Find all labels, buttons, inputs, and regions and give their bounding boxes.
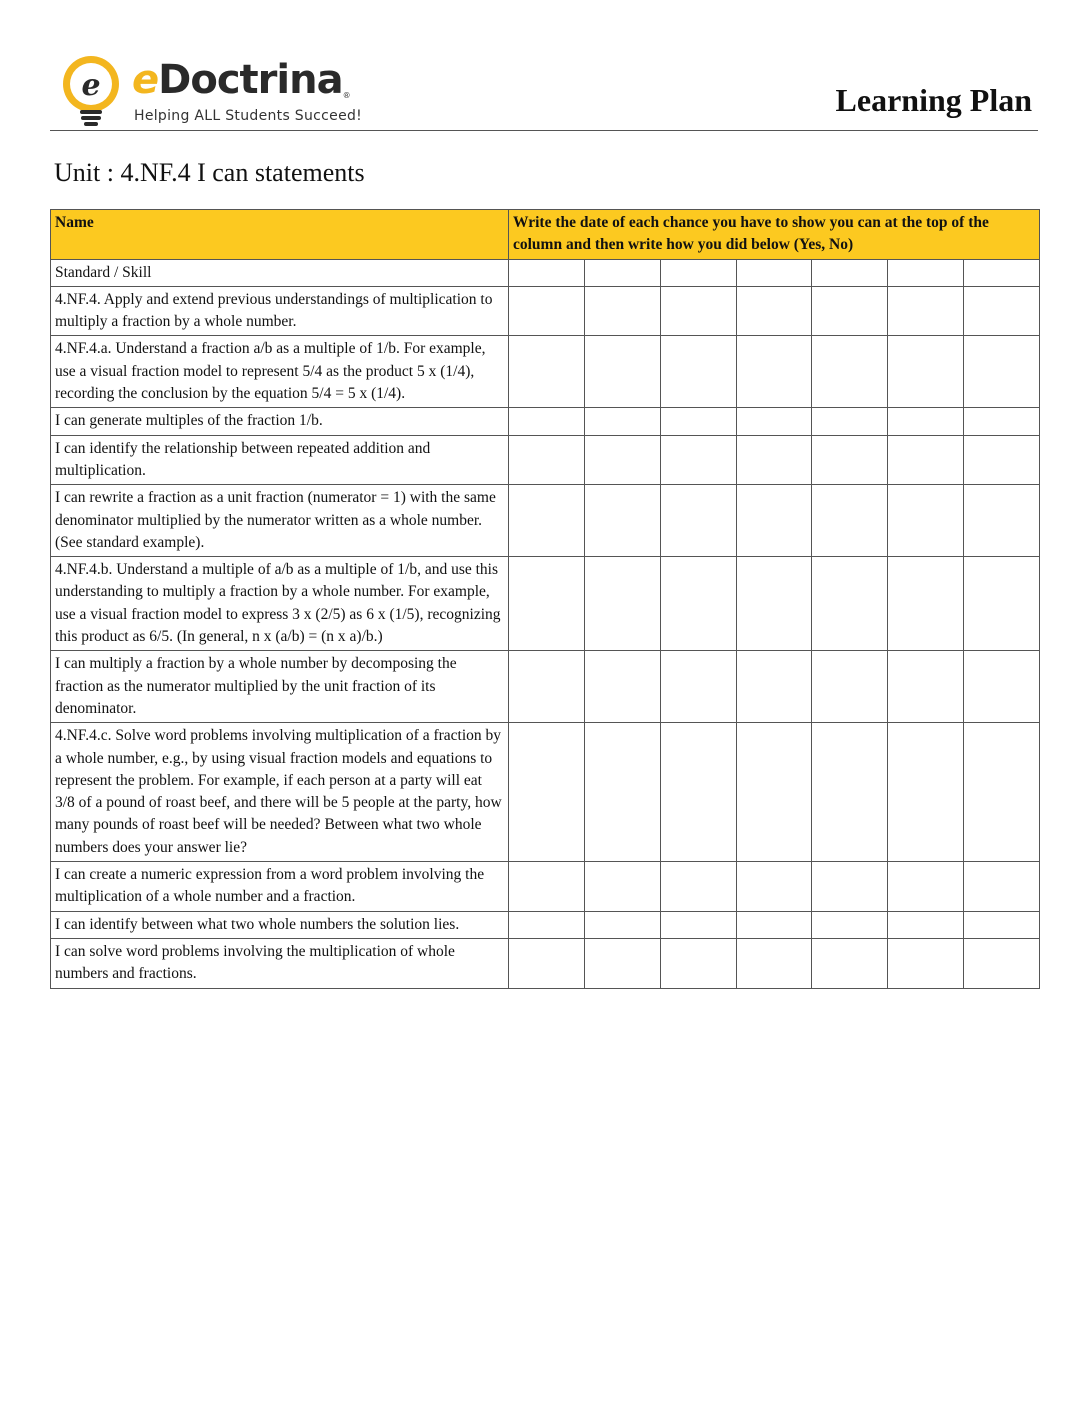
result-entry-cell[interactable] [812,862,888,912]
result-entry-cell[interactable] [812,557,888,651]
result-entry-cell[interactable] [584,485,660,557]
table-row [51,911,1040,938]
result-entry-cell[interactable] [584,557,660,651]
result-entry-cell[interactable] [660,557,736,651]
date-entry-cell[interactable] [964,259,1040,286]
result-entry-cell[interactable] [736,557,812,651]
edoctrina-logo [54,52,374,128]
brand-rest: Doctrina [158,57,343,103]
result-entry-cell[interactable] [736,938,812,988]
result-entry-cell[interactable] [888,336,964,408]
table-row [51,485,1040,557]
result-entry-cell[interactable] [509,938,585,988]
result-entry-cell[interactable] [736,723,812,862]
table-row [51,651,1040,723]
brand-tagline: Helping ALL Students Succeed! [134,108,363,124]
result-entry-cell[interactable] [509,862,585,912]
result-entry-cell[interactable] [584,408,660,435]
result-entry-cell[interactable] [812,435,888,485]
skill-statement: 4.NF.4. Apply and extend previous understandings of multiplication to multiply a fraction by a whole number. [51,286,509,336]
result-entry-cell[interactable] [888,557,964,651]
result-entry-cell[interactable] [660,286,736,336]
result-entry-cell[interactable] [509,485,585,557]
date-entry-cell[interactable] [509,259,585,286]
result-entry-cell[interactable] [736,435,812,485]
date-entry-cell[interactable] [660,259,736,286]
unit-title: Unit : 4.NF.4 I can statements [54,158,365,187]
result-entry-cell[interactable] [964,485,1040,557]
table-header-row [51,210,1040,260]
standard-skill-label: Standard / Skill [51,259,509,286]
result-entry-cell[interactable] [736,862,812,912]
skill-statement: I can create a numeric expression from a word problem involving the multiplication of a whole number and a fraction. [51,862,509,912]
result-entry-cell[interactable] [812,651,888,723]
result-entry-cell[interactable] [584,938,660,988]
result-entry-cell[interactable] [660,435,736,485]
skill-statement: 4.NF.4.a. Understand a fraction a/b as a multiple of 1/b. For example, use a visual fraction model to represent 5/4 as the product 5 x (1/4), recording the conclusion by the equation 5/4 = 5 x (1/4). [51,336,509,408]
result-entry-cell[interactable] [584,862,660,912]
result-entry-cell[interactable] [964,723,1040,862]
document-title: Learning Plan [835,82,1032,118]
learning-plan-table [50,209,1040,989]
result-entry-cell[interactable] [660,862,736,912]
date-entry-cell[interactable] [812,259,888,286]
result-entry-cell[interactable] [888,286,964,336]
lightbulb-icon [54,52,128,128]
result-entry-cell[interactable] [812,911,888,938]
result-entry-cell[interactable] [888,435,964,485]
skill-statement: I can identify the relationship between repeated addition and multiplication. [51,435,509,485]
table-row [51,723,1040,862]
result-entry-cell[interactable] [964,408,1040,435]
result-entry-cell[interactable] [964,911,1040,938]
result-entry-cell[interactable] [812,286,888,336]
result-entry-cell[interactable] [964,862,1040,912]
result-entry-cell[interactable] [660,651,736,723]
result-entry-cell[interactable] [964,336,1040,408]
result-entry-cell[interactable] [888,938,964,988]
result-entry-cell[interactable] [888,485,964,557]
brand-e: e [132,57,159,103]
result-entry-cell[interactable] [509,557,585,651]
instructions-header: Write the date of each chance you have to show you can at the top of the column and then write how you did below (Yes, No) [509,210,1040,260]
table-row [51,862,1040,912]
result-entry-cell[interactable] [509,723,585,862]
result-entry-cell[interactable] [964,557,1040,651]
result-entry-cell[interactable] [888,651,964,723]
result-entry-cell[interactable] [509,651,585,723]
result-entry-cell[interactable] [509,435,585,485]
result-entry-cell[interactable] [660,938,736,988]
result-entry-cell[interactable] [584,723,660,862]
result-entry-cell[interactable] [736,336,812,408]
skill-statement: 4.NF.4.c. Solve word problems involving multiplication of a fraction by a whole number, e.g., by using visual fraction models and equations to represent the problem. For example, if each person at a party will eat 3/8 of a pound of roast beef, and there will be 5 people at the party, how many pounds of roast beef will be needed? Between what two whole numbers does your answer lie? [51,723,509,862]
result-entry-cell[interactable] [812,408,888,435]
result-entry-cell[interactable] [584,651,660,723]
result-entry-cell[interactable] [964,435,1040,485]
table-row [51,286,1040,336]
result-entry-cell[interactable] [660,485,736,557]
result-entry-cell[interactable] [660,911,736,938]
table-row [51,938,1040,988]
result-entry-cell[interactable] [888,862,964,912]
table-row [51,435,1040,485]
name-header: Name [51,210,509,260]
result-entry-cell[interactable] [736,408,812,435]
skill-statement: I can solve word problems involving the multiplication of whole numbers and fractions. [51,938,509,988]
table-row [51,408,1040,435]
skill-statement: I can rewrite a fraction as a unit fraction (numerator = 1) with the same denominator multiplied by the numerator written as a whole number. (See standard example). [51,485,509,557]
result-entry-cell[interactable] [660,408,736,435]
result-entry-cell[interactable] [736,651,812,723]
result-entry-cell[interactable] [888,408,964,435]
result-entry-cell[interactable] [888,911,964,938]
result-entry-cell[interactable] [509,336,585,408]
table-row [51,259,1040,286]
skill-statement: 4.NF.4.b. Understand a multiple of a/b as a multiple of 1/b, and use this understanding to multiply a fraction by a whole number. For example, use a visual fraction model to express 3 x (2/5) as 6 x (1/5), recognizing this product as 6/5. (In general, n x (a/b) = (n x a)/b.) [51,557,509,651]
result-entry-cell[interactable] [509,911,585,938]
result-entry-cell[interactable] [812,938,888,988]
result-entry-cell[interactable] [660,723,736,862]
result-entry-cell[interactable] [509,408,585,435]
date-entry-cell[interactable] [584,259,660,286]
result-entry-cell[interactable] [964,938,1040,988]
result-entry-cell[interactable] [584,435,660,485]
skill-statement: I can identify between what two whole numbers the solution lies. [51,911,509,938]
brand-name [132,57,351,103]
result-entry-cell[interactable] [812,485,888,557]
result-entry-cell[interactable] [584,336,660,408]
table-body [51,259,1040,988]
result-entry-cell[interactable] [964,651,1040,723]
registered-mark: ® [342,91,351,100]
page-header [50,50,1038,131]
skill-statement: I can multiply a fraction by a whole number by decomposing the fraction as the numerator multiplied by the unit fraction of its denominator. [51,651,509,723]
result-entry-cell[interactable] [812,723,888,862]
date-entry-cell[interactable] [888,259,964,286]
result-entry-cell[interactable] [736,485,812,557]
result-entry-cell[interactable] [509,286,585,336]
table-row [51,557,1040,651]
result-entry-cell[interactable] [584,911,660,938]
result-entry-cell[interactable] [736,286,812,336]
svg-text:e: e [81,68,101,103]
result-entry-cell[interactable] [660,336,736,408]
skill-statement: I can generate multiples of the fraction 1/b. [51,408,509,435]
table-row [51,336,1040,408]
result-entry-cell[interactable] [736,911,812,938]
result-entry-cell[interactable] [964,286,1040,336]
date-entry-cell[interactable] [736,259,812,286]
result-entry-cell[interactable] [888,723,964,862]
result-entry-cell[interactable] [584,286,660,336]
result-entry-cell[interactable] [812,336,888,408]
